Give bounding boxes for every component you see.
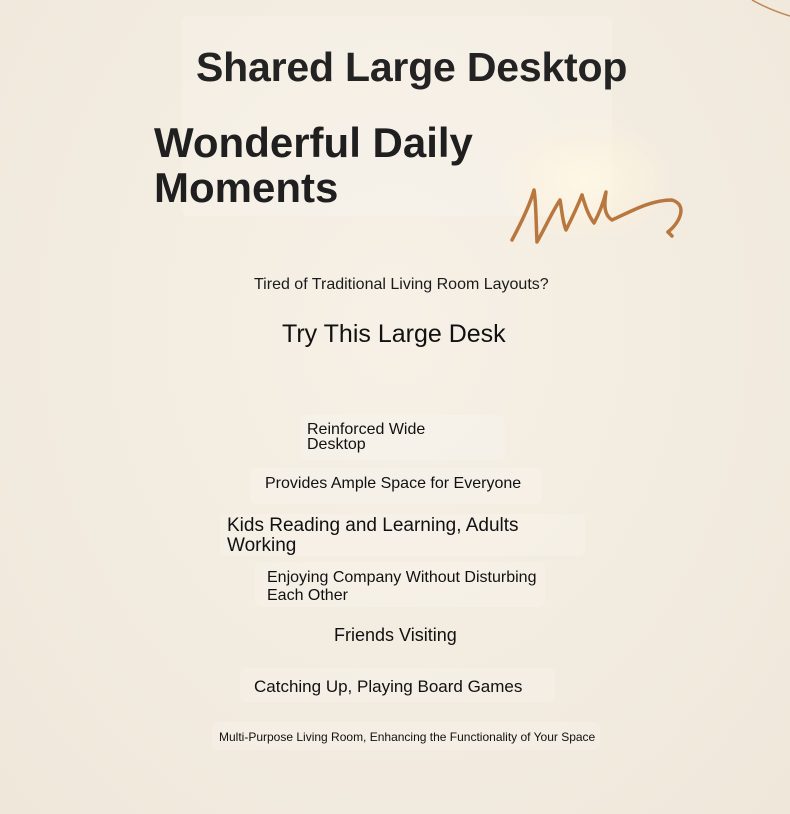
feature-text: Catching Up, Playing Board Games [254,677,523,696]
feature-footnote: Multi-Purpose Living Room, Enhancing the Functionality of Your Space [219,730,596,744]
feature-text: Reinforced Wide Desktop [307,421,426,453]
light-glow [500,120,670,240]
call-to-action: Try This Large Desk [282,320,506,348]
feature-text: Enjoying Company Without Disturbing Each Other [267,569,537,604]
intro-question: Tired of Traditional Living Room Layouts? [254,276,549,293]
feature-text: Provides Ample Space for Everyone [265,475,522,492]
feature-text: Friends Visiting [334,625,457,645]
page-title: Shared Large Desktop [196,44,628,90]
page-subtitle: Wonderful Daily Moments [154,119,473,211]
corner-arc [752,0,790,16]
feature-text: Kids Reading and Learning, Adults Working [227,515,519,556]
